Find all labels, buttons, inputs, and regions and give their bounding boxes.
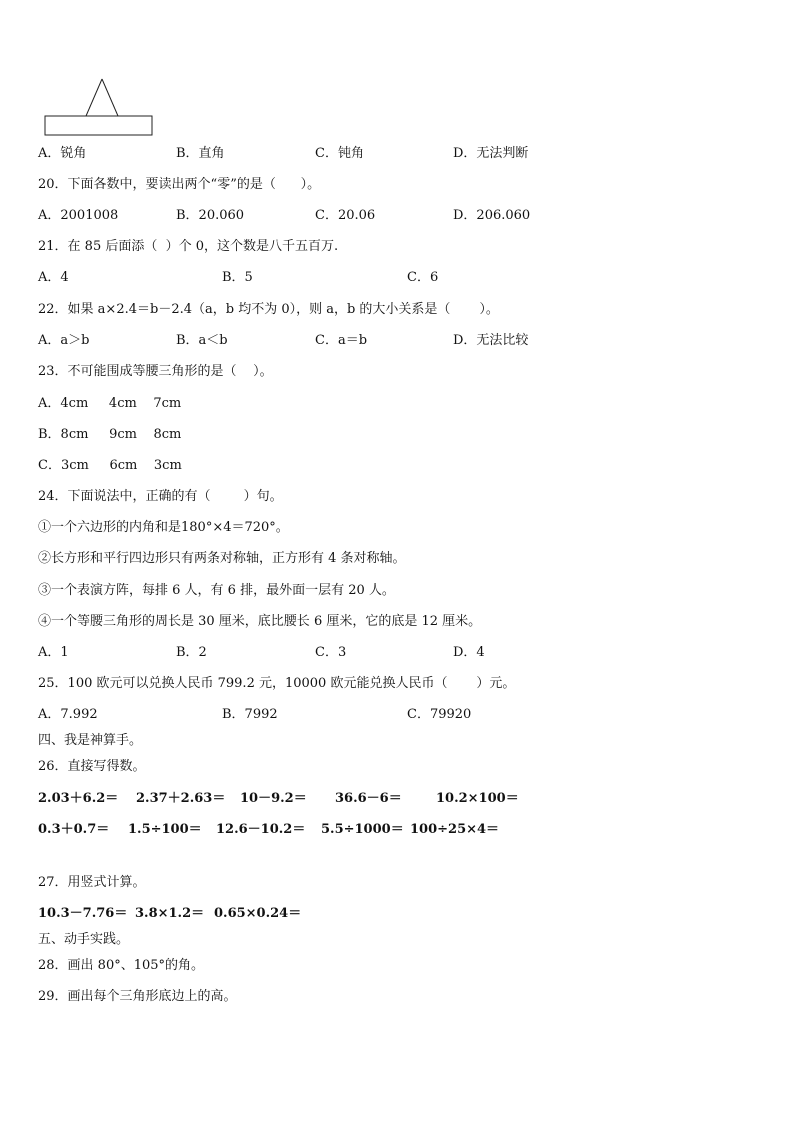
angle-figure: [44, 76, 156, 138]
q21-option-c: C．6: [407, 270, 439, 285]
q27-stem: 27．用竖式计算。: [38, 875, 146, 890]
q26-row1-item-3: 10－9.2＝: [240, 791, 307, 806]
q23-option-a: A．4cm 4cm 7cm: [38, 396, 182, 411]
q23-option-b: B．8cm 9cm 8cm: [38, 427, 182, 442]
q27-item-2: 3.8×1.2＝: [135, 906, 205, 921]
q20-option-c: C．20.06: [315, 208, 376, 223]
q24-statement-1: ①一个六边形的内角和是180°×4＝720°。: [38, 520, 289, 535]
q20-option-d: D．206.060: [453, 208, 531, 223]
q26-row1-item-2: 2.37＋2.63＝: [136, 791, 226, 806]
q26-row2-item-3: 12.6－10.2＝: [216, 822, 306, 837]
q26-row2-item-2: 1.5÷100＝: [128, 822, 202, 837]
q22-option-a: A．a＞b: [38, 333, 90, 348]
q25-option-c: C．79920: [407, 707, 472, 722]
q26-row1-item-4: 36.6－6＝: [335, 791, 402, 806]
q24-option-b: B．2: [176, 645, 207, 660]
section-4-title: 四、我是神算手。: [38, 733, 143, 748]
q24-statement-2: ②长方形和平行四边形只有两条对称轴，正方形有 4 条对称轴。: [38, 551, 406, 566]
q25-option-a: A．7.992: [38, 707, 98, 722]
q25-option-b: B．7992: [222, 707, 278, 722]
q19-option-d: D．无法判断: [453, 146, 529, 161]
q24-stem: 24．下面说法中，正确的有（ ）句。: [38, 489, 283, 504]
q20-stem: 20．下面各数中，要读出两个“零”的是（ ）。: [38, 177, 321, 192]
q24-option-a: A．1: [38, 645, 69, 660]
q26-row2-item-5: 100÷25×4＝: [410, 822, 500, 837]
q24-option-c: C．3: [315, 645, 347, 660]
section-5-title: 五、动手实践。: [38, 932, 130, 947]
q26-row1-item-5: 10.2×100＝: [436, 791, 519, 806]
q22-option-b: B．a＜b: [176, 333, 228, 348]
q29-stem: 29．画出每个三角形底边上的高。: [38, 989, 237, 1004]
q27-item-1: 10.3－7.76＝: [38, 906, 128, 921]
q22-option-c: C．a＝b: [315, 333, 368, 348]
q26-stem: 26．直接写得数。: [38, 759, 146, 774]
q19-option-c: C．钝角: [315, 146, 364, 161]
q26-row2-item-1: 0.3＋0.7＝: [38, 822, 110, 837]
q20-option-a: A．2001008: [38, 208, 119, 223]
q25-stem: 25．100 欧元可以兑换人民币 799.2 元，10000 欧元能兑换人民币（ ）元。: [38, 676, 516, 691]
q24-statement-3: ③一个表演方阵，每排 6 人，有 6 排，最外面一层有 20 人。: [38, 583, 395, 598]
q21-option-b: B．5: [222, 270, 253, 285]
q24-statement-4: ④一个等腰三角形的周长是 30 厘米，底比腰长 6 厘米，它的底是 12 厘米。: [38, 614, 482, 629]
q26-row1-item-1: 2.03＋6.2＝: [38, 791, 119, 806]
q24-option-d: D．4: [453, 645, 485, 660]
q22-option-d: D．无法比较: [453, 333, 529, 348]
q23-option-c: C．3cm 6cm 3cm: [38, 458, 182, 473]
q27-item-3: 0.65×0.24＝: [214, 906, 302, 921]
q26-row2-item-4: 5.5÷1000＝: [321, 822, 404, 837]
q22-stem: 22．如果 a×2.4＝b－2.4（a，b 均不为 0），则 a，b 的大小关系是（ ）。: [38, 302, 499, 317]
figure-angle-side-left: [86, 79, 102, 116]
q20-option-b: B．20.060: [176, 208, 245, 223]
q23-stem: 23．不可能围成等腰三角形的是（ ）。: [38, 364, 273, 379]
q28-stem: 28．画出 80°、105°的角。: [38, 958, 205, 973]
figure-base-rect: [45, 116, 152, 135]
q19-option-b: B．直角: [176, 146, 225, 161]
q19-option-a: A．锐角: [38, 146, 87, 161]
q21-option-a: A．4: [38, 270, 69, 285]
q21-stem: 21．在 85 后面添（ ）个 0，这个数是八千五百万.: [38, 239, 339, 254]
figure-angle-side-right: [102, 79, 118, 116]
